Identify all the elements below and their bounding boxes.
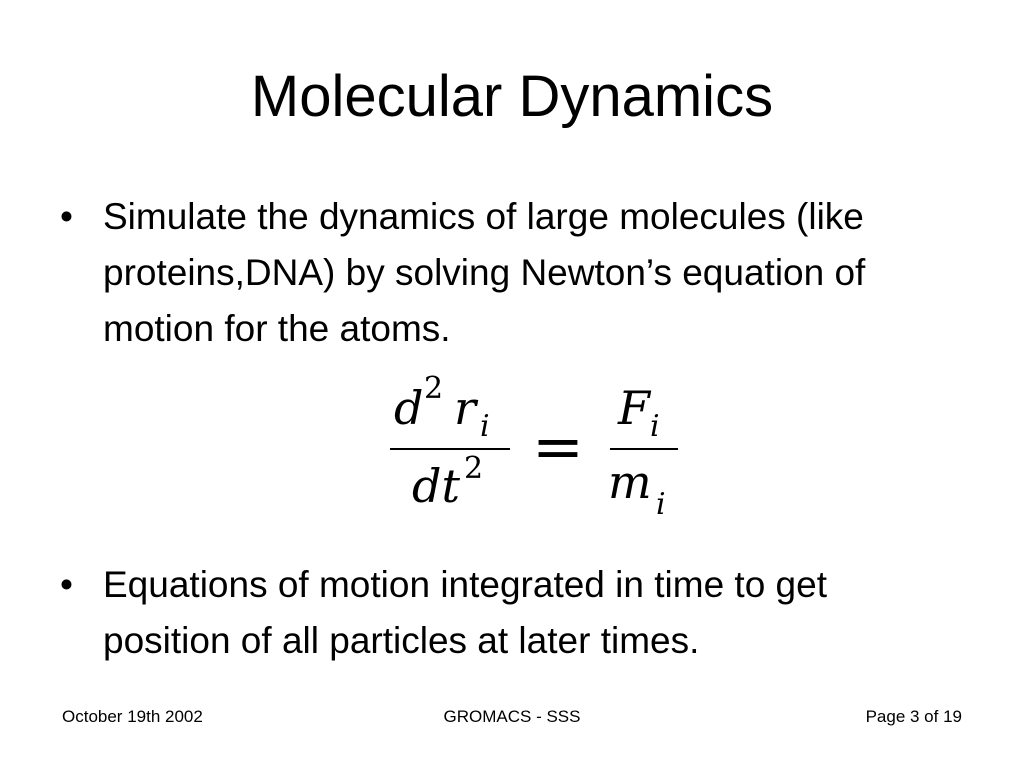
bullet-marker: • — [60, 196, 73, 237]
bullet-text: Equations of motion integrated in time to get position of all particles at later times. — [103, 564, 827, 661]
bullet-marker: • — [60, 564, 73, 605]
footer-page-number: Page 3 of 19 — [865, 707, 962, 726]
rhs-numerator-sub: i — [650, 409, 660, 444]
rhs-numerator: F — [618, 381, 650, 435]
lhs-denominator: dt — [412, 459, 460, 513]
footer-date: October 19th 2002 — [62, 707, 203, 726]
lhs-numerator-power: 2 — [424, 371, 444, 406]
bullet-item — [60, 557, 960, 672]
equals-sign: = — [532, 410, 584, 483]
lhs-numerator-sub: i — [480, 409, 490, 444]
lhs-denominator-power: 2 — [464, 451, 484, 486]
rhs-denominator-sub: i — [656, 487, 666, 522]
rhs-denominator: m — [608, 455, 652, 509]
slide-title: Molecular Dynamics — [250, 64, 774, 129]
newton-equation — [380, 362, 700, 527]
bullet-item — [60, 189, 960, 359]
lhs-numerator-d: d — [394, 381, 424, 435]
footer-title: GROMACS - SSS — [443, 707, 581, 726]
bullet-text: Simulate the dynamics of large molecules (like proteins,DNA) by solving Newton’s equation of motion for the atoms. — [103, 196, 866, 349]
lhs-numerator-var: r — [454, 381, 476, 435]
